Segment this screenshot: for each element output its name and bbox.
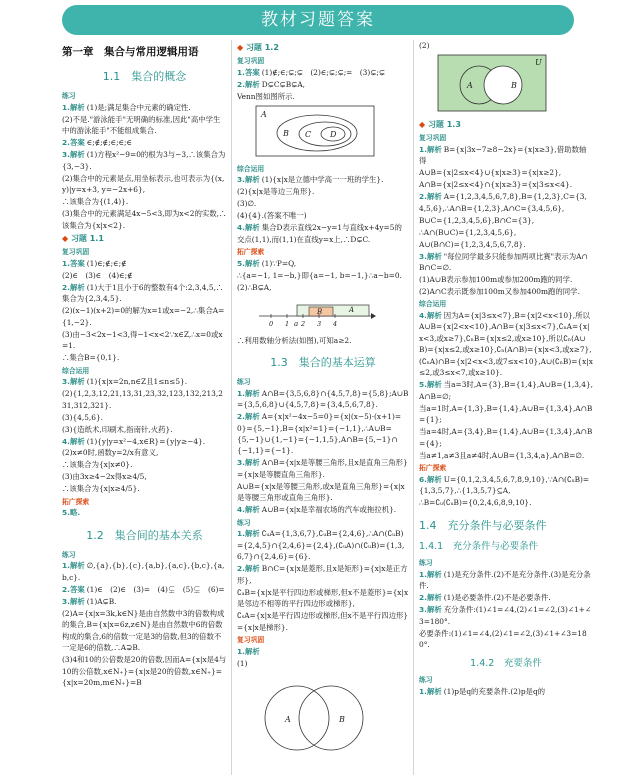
subsection-heading: 1.4.1 充分条件与必要条件 — [419, 540, 539, 552]
answer-number: 3.解析 — [62, 150, 85, 160]
answer-item — [62, 282, 227, 305]
venn-diagram-ab — [255, 672, 373, 758]
answer-text: ∁ₛA={x|x是平行四边形或梯形,但x不是平行四边形}={x|x是梯形}. — [237, 611, 409, 632]
answer-text: (2)x≠0时,函数y=2/x有意义, — [62, 448, 159, 458]
answer-item — [62, 149, 227, 172]
answer-item — [62, 270, 227, 281]
answer-text: (1)是充分条件.(2)不是充分条件.(3)是充分条件. — [419, 569, 591, 591]
answer-item — [62, 560, 227, 583]
answer-number: 1.解析 — [237, 529, 260, 539]
answer-text: A∩B={x|x是等腰三角形,且x是直角三角形}={x|x是等腰直角三角形}. — [237, 458, 408, 479]
exercise-label: 拓广探索 — [419, 464, 447, 473]
answer-number: 1.解析 — [237, 388, 260, 398]
venn-label-b: B — [283, 129, 289, 139]
answer-text: (1)A∪B表示参加100m或参加200m跑的同学. — [419, 275, 573, 285]
answer-item — [419, 179, 593, 190]
venn-label-b: B — [339, 714, 345, 724]
answer-item — [62, 471, 227, 482]
answer-text: A∪B={x|x是幸福农场的汽车或拖拉机}. — [261, 505, 397, 515]
answer-text: 因为A={x|3≤x<7},B={x|2<x<10},所以A∪B={x|2<x<10},A∩B={x|3≤x<7},∁ₙA={x|x<3,或x≥7},∁ₙB={x|x≤2,或x≥10},所以∁ₙ(A∪B)={x|x≤2,或x≥10},∁ₙ(A∩B)={x|x<3,或x≥7},(∁ₙA)∩B={x|2<x<3,或7≤x<10},A∪(∁ₙB)={x|x≤2,或3≤x<7,或x≥10}. — [419, 310, 593, 378]
subsection-heading: 1.4.2 充要条件 — [470, 657, 542, 669]
answer-item — [237, 282, 409, 293]
exercise-label: 练习 — [237, 518, 251, 527]
answer-item — [62, 424, 227, 435]
answer-item — [237, 222, 409, 245]
answer-text: (1)大于1且小于6的整数有4个:2,3,4,5,∴集合为{2,3,4,5}. — [62, 282, 224, 304]
answer-number: 5.略. — [62, 508, 81, 518]
answer-text: 充分条件:(1)∠1=∠4,(2)∠1=∠2,(3)∠1+∠3=180°. — [419, 605, 592, 626]
answer-item — [237, 79, 409, 90]
answer-item — [62, 376, 227, 387]
answer-item — [62, 608, 227, 654]
answer-text: (2){x|x是等边三角形}. — [237, 187, 315, 197]
exercise-label: 复习巩固 — [237, 636, 265, 644]
answer-number: 3.解析 — [237, 175, 260, 185]
answer-text: (1){x|x是立德中学高一一班的学生}. — [261, 175, 384, 185]
answer-text: 当a≠1,a≠3且a≠4时,A∪B={1,3,4,a},A∩B=∅. — [419, 450, 585, 460]
answer-item — [62, 483, 227, 494]
axis-tick-label: 1 — [285, 320, 290, 329]
answer-text: 当a=1时,A={1,3},B={1,4},A∪B={1,3,4},A∩B={1}; — [419, 403, 593, 425]
answer-text: (1)是;满足集合中元素的确定性. — [86, 102, 191, 112]
answer-item — [419, 426, 593, 449]
answer-text: (1)A⊊B. — [86, 596, 117, 606]
answer-item — [237, 457, 409, 480]
answer-text: A={x|x²−4x−5=0}={x|(x−5)·(x+1)=0}={5,−1},B={x|x²=1}={−1,1},∴A∪B={5,−1}∪{1,−1}={−1,1,5},A∩B={5,−1}∩{−1,1}={−1}. — [237, 412, 402, 456]
answer-item — [237, 91, 409, 102]
exercise-label: 练习 — [62, 92, 76, 101]
venn-figure-wrap — [255, 672, 409, 761]
answer-text: (3)集合中的元素满足4x−5<3,即为x<2的实数,∴该集合为{x|x<2}. — [62, 209, 227, 230]
answer-text: (4){4}.(答案不唯一) — [237, 211, 307, 221]
venn-figure-wrap — [437, 54, 593, 115]
answer-text: ∁ₐB={x|x是平行四边形或梯形,但x不是菱形}={x|x是邻边不相等的平行四边形或梯形}, — [237, 587, 409, 609]
answer-text: (2)∴B⊊A, — [237, 282, 272, 292]
answer-item — [237, 658, 409, 669]
answer-text: ∅,{a},{b},{c},{a,b},{a,c},{b,c},{a,b,c}. — [62, 561, 225, 582]
answer-item — [419, 497, 593, 508]
page-banner-title: 教材习题答案 — [62, 5, 574, 35]
left-column — [62, 40, 227, 776]
answer-number: 6.解析 — [419, 474, 442, 484]
answer-number: 5.解析 — [237, 258, 260, 268]
exercise-label: 练习 — [62, 550, 76, 559]
answer-text: (1)是必要条件.(2)不是必要条件. — [443, 593, 551, 603]
right-column — [419, 40, 593, 776]
answer-number: 2.答案 — [62, 584, 85, 594]
exercise-label: 练习 — [419, 559, 433, 568]
answer-text: A∪(B∩C)={1,2,3,4,5,6,7,8}. — [419, 239, 526, 249]
answer-item — [419, 569, 593, 592]
answer-text: ∴该集合为{(1,4)}. — [62, 197, 129, 207]
answer-item — [419, 310, 593, 379]
answer-item — [419, 686, 593, 697]
answer-item — [237, 198, 409, 209]
answer-item — [62, 173, 227, 196]
answer-number: 1.解析 — [419, 686, 442, 696]
axis-label-a: A — [349, 306, 355, 315]
answer-item — [62, 654, 227, 688]
answer-number: 1.答案 — [237, 67, 260, 77]
answer-number: 4.解析 — [62, 436, 85, 446]
answer-item — [62, 114, 227, 137]
venn-circle-b — [299, 686, 363, 750]
answer-text: "每位同学最多只能参加两项比赛"表示为A∩B∩C=∅. — [419, 251, 588, 273]
venn-label-d: D — [330, 130, 337, 140]
answer-item — [237, 186, 409, 197]
exercise-label: 复习巩固 — [419, 134, 447, 143]
answer-text: (2)集合中的元素是点,用坐标表示,也可表示为{(x,y)|y=x+3, y=−2x+6}, — [62, 173, 225, 195]
answer-number: 2.解析 — [419, 192, 442, 202]
section-heading: 1.2 集合间的基本关系 — [86, 528, 203, 542]
answer-number: 1.解析 — [62, 102, 85, 112]
venn-label-a: A — [261, 110, 267, 120]
answer-item — [237, 258, 409, 269]
answer-text: B∩C={x|x是菱形,且x是矩形}={x|x是正方形}, — [237, 564, 408, 585]
answer-item — [237, 335, 409, 346]
answer-item — [419, 628, 593, 651]
answer-item — [237, 210, 409, 221]
exercise-label: 综合运用 — [62, 366, 90, 375]
answer-text: ∴{a=−1, 1=−b,}即{a=−1, b=−1,}∴a−b=0. — [237, 270, 402, 280]
answer-text: ∴B=∁ᵤ(∁ᵤB)={0,2,4,6,8,9,10}. — [419, 498, 532, 508]
number-line-arrow — [371, 313, 376, 319]
answer-number: 2.解析 — [237, 79, 260, 89]
answer-item — [419, 592, 593, 603]
answer-item — [62, 258, 227, 269]
venn-label-a: A — [285, 714, 291, 724]
answer-item — [419, 144, 593, 167]
answer-number: 2.解析 — [419, 593, 442, 603]
exercise-label: 综合运用 — [419, 300, 447, 309]
middle-column — [237, 40, 409, 776]
number-line-figure-wrap — [257, 296, 409, 331]
exercise-label: 复习巩固 — [237, 57, 265, 66]
answer-item — [237, 481, 409, 504]
answer-text: (3)由3x≥4−2x得x≥4/5, — [62, 472, 147, 482]
answer-number: 1.解析 — [419, 569, 442, 579]
section-heading: 1.3 集合的基本运算 — [270, 356, 376, 370]
column-divider — [413, 40, 414, 775]
answer-text: (2)A={x|x=3k,k∈N}是由自然数中3的倍数构成的集合,B={x|x=6z,z∈N}是由自然数中6的倍数构成的集合,6的倍数一定是3的倍数,但3的倍数不一定是6的倍数,∴A⊋B. — [62, 608, 225, 653]
answer-item — [237, 563, 409, 586]
answer-item — [62, 584, 227, 595]
answer-item — [62, 388, 227, 411]
venn-label-c: C — [305, 130, 312, 140]
answer-text: (2)A∩C表示既参加100m又参加400m跑的同学. — [419, 286, 580, 296]
section-heading: 1.4 充分条件与必要条件 — [419, 518, 547, 532]
answer-item — [62, 305, 227, 328]
answer-text: (1)方程x²−9=0的根为3与−3,∴该集合为{3,−3}. — [62, 150, 226, 171]
answer-number: 2.解析 — [237, 564, 260, 574]
answer-item — [419, 191, 593, 214]
answer-item — [237, 504, 409, 515]
answer-text: (1)∵P=Q, — [261, 258, 297, 268]
answer-text: (2) — [419, 41, 430, 50]
answer-text: A={1,2,3,4,5,6,7,8},B={1,2,3},C={3,4,5,6},∴A∩B={1,2,3},A∩C={3,4,5,6}, — [419, 192, 587, 213]
answer-text: (3)由−3<2x−1<3,得−1<x<2∵x∈Z,∴x=0或x=1. — [62, 329, 223, 351]
answer-text: (2){1,2,3,12,21,13,31,23,32,123,132,213,231,312,321}. — [62, 389, 223, 410]
answer-number: 2.解析 — [237, 412, 260, 422]
answer-text: (2)(x−1)(x+2)=0的解为x=1或x=−2,∴集合A={1,−2}. — [62, 306, 225, 327]
answer-text: ∈;∉;∉;∈;∈;∈ — [86, 138, 133, 148]
answer-text: ∁ᵤA={1,3,6,7},∁ᵤB={2,4,6},∴A∩(∁ᵤB)={2,4,5}∩{2,4,6}={2,4},(∁ᵤA)∩(∁ᵤB)={1,3,6,7}∩{2,4,6}={6}. — [237, 529, 405, 562]
answer-text: (1)p是q的充要条件.(2)p是q的 — [443, 686, 546, 696]
answer-text: A∩B={x|2≤x<4}∩{x|x≥3}={x|3≤x<4}. — [419, 180, 573, 190]
answer-item — [419, 167, 593, 178]
answer-item — [62, 447, 227, 458]
answer-item — [237, 270, 409, 281]
venn-diagram-abcd — [255, 105, 375, 157]
answer-text: ∴利用数轴分析法(如图),可知a≥2. — [237, 335, 352, 345]
answer-item — [419, 227, 593, 238]
answer-text: A∪B={x|2≤x<4}∪{x|x≥3}={x|x≥2}, — [419, 168, 562, 178]
answer-item — [237, 388, 409, 411]
answer-item — [62, 208, 227, 231]
answer-text: (3){4,5,6}. — [62, 412, 104, 422]
homework-heading — [62, 233, 227, 245]
axis-label-b: B — [317, 308, 323, 317]
diamond-icon: ◆ — [62, 234, 71, 243]
homework-heading-text: 习题 1.1 — [70, 234, 104, 243]
answer-text: D⊊C⊊B⊊A, — [261, 79, 306, 89]
diamond-icon: ◆ — [419, 119, 428, 129]
answer-number: 1.解析 — [419, 144, 442, 154]
answer-text: 当a=3时,A={3},B={1,4},A∪B={1,3,4},A∩B=∅; — [419, 380, 593, 401]
answer-item — [62, 507, 227, 518]
venn-diagram-complement — [437, 54, 547, 112]
answer-number: 2.解析 — [62, 282, 85, 292]
answer-number: 4.解析 — [237, 505, 260, 515]
section-heading: 1.1 集合的概念 — [102, 70, 187, 84]
answer-number: 2.答案 — [62, 138, 85, 148]
answer-item — [62, 329, 227, 352]
answer-text: A∪B={x|x是等腰三角形,或x是直角三角形}={x|x是等腰三角形或直角三角形}. — [237, 481, 405, 503]
answer-number: 1.解析 — [237, 646, 260, 656]
exercise-label: 练习 — [419, 676, 433, 685]
answer-text: (1)∈ (2)∈ (3)= (4)⊊ (5)⊊ (6)= — [86, 584, 225, 594]
answer-item — [419, 215, 593, 226]
exercise-label: 拓广探索 — [62, 497, 90, 506]
exercise-label: 拓广探索 — [237, 248, 265, 257]
venn-label-b: B — [511, 81, 517, 91]
answer-number: 3.解析 — [419, 605, 442, 615]
answer-item — [419, 604, 593, 627]
axis-label-a-value: a — [294, 320, 299, 329]
answer-text: 必要条件:(1)∠1=∠4,(2)∠1=∠2,(3)∠1+∠3=180°. — [419, 628, 587, 650]
answer-text: (1){x|x=2n,n∈Z且1≤n≤5}. — [86, 377, 188, 387]
answer-text: (3){造纸术,印刷术,指南针,火药}. — [62, 424, 173, 434]
answer-text: ∴该集合为{x|x≠0}. — [62, 460, 133, 470]
answer-number: 3.解析 — [237, 458, 260, 468]
axis-tick-label: 0 — [269, 320, 274, 329]
column-divider — [231, 40, 232, 775]
answer-text: U={0,1,2,3,4,5,6,7,8,9,10},∵A∩(∁ᵤB)={1,3,5,7},∴{1,3,5,7}⊆A, — [419, 474, 590, 496]
answer-text: (1){y|y=x²−4,x∈R}={y|y≥−4}. — [86, 436, 206, 446]
homework-heading-text: 习题 1.3 — [427, 119, 461, 129]
answer-item — [419, 251, 593, 274]
answer-number: 3.解析 — [419, 251, 442, 261]
answer-item — [419, 286, 593, 297]
answer-item — [62, 196, 227, 207]
answer-text: (3)∅. — [237, 199, 257, 209]
exercise-label: 复习巩固 — [62, 248, 90, 257]
answer-item — [62, 459, 227, 470]
answer-text: ∴集合B={0,1}. — [62, 353, 120, 363]
answer-text: ∴该集合为{x|x≥4/5}. — [62, 484, 140, 494]
exercise-label: 练习 — [237, 378, 251, 387]
axis-tick-label: 3 — [317, 320, 322, 329]
homework-heading — [419, 119, 593, 131]
answer-item — [237, 646, 409, 657]
chapter-title: 第一章 集合与常用逻辑用语 — [62, 46, 199, 58]
answer-text: 当a=4时,A={3,4},B={1,4},A∪B={1,3,4},A∩B={4}; — [419, 427, 593, 448]
answer-item — [237, 67, 409, 78]
answer-item — [237, 411, 409, 457]
answer-number: 3.解析 — [62, 377, 85, 387]
answer-text: (1) — [237, 658, 248, 668]
answer-text: 集合D表示直线2x−y=1与直线x+4y=5的交点(1,1),而(1,1)在直线y=x上,∴D⊊C. — [237, 223, 402, 244]
diamond-icon: ◆ — [237, 43, 246, 52]
answer-number: 1.答案 — [62, 258, 85, 268]
answer-text: B={x|3x−7≥8−2x}={x|x≥3},借助数轴得 — [419, 144, 587, 166]
answer-item — [419, 474, 593, 497]
answer-number: 5.解析 — [419, 380, 442, 390]
answer-text: (1)∈;∉;∈;∉ — [86, 258, 127, 268]
axis-tick-label: 4 — [333, 320, 338, 329]
answer-number: 1.解析 — [62, 561, 85, 571]
answer-text: B∪C={1,2,3,4,5,6},B∩C={3}, — [419, 215, 535, 225]
answer-item — [419, 40, 593, 51]
venn-label-u: U — [535, 58, 542, 68]
answer-item — [419, 274, 593, 285]
exercise-label: 综合运用 — [237, 164, 265, 173]
answer-item — [62, 596, 227, 607]
answer-item — [62, 137, 227, 148]
answer-text: (3)4和10的公倍数是20的倍数,因而A={x|x是4与10的公倍数,x∈N₊}={x|x是20的倍数,x∈N₊}={x|x=20m,m∈N₊}=B — [62, 655, 227, 688]
number-line-figure — [257, 296, 377, 328]
answer-item — [62, 102, 227, 113]
answer-item — [237, 610, 409, 633]
answer-item — [62, 436, 227, 447]
venn-figure-wrap — [255, 105, 409, 160]
venn-circle-a — [265, 686, 329, 750]
answer-number: 3.解析 — [62, 596, 85, 606]
answer-item — [237, 528, 409, 562]
answer-text: (2)∈ (3)∈ (4)∈;∉ — [62, 270, 133, 280]
answer-item — [419, 450, 593, 461]
venn-outer-rect — [256, 106, 374, 156]
axis-tick-label: 2 — [301, 320, 306, 329]
answer-item — [62, 412, 227, 423]
answer-text: (2)不是."游泳能手"无明确的标准,因此"高中学生中的游泳能手"不能组成集合. — [62, 114, 221, 136]
homework-heading — [237, 42, 409, 54]
answer-item — [419, 403, 593, 426]
answer-item — [237, 587, 409, 610]
answer-text: A∩B={3,5,6,8}∩{4,5,7,8}={5,8};A∪B={3,5,6,8}∪{4,5,7,8}={3,4,5,6,7,8}. — [237, 388, 409, 410]
answer-number: 4.解析 — [419, 310, 442, 320]
answer-item — [62, 352, 227, 363]
answer-text: ∴A∩(B∪C)={1,2,3,4,5,6}, — [419, 227, 517, 237]
venn-label-a: A — [467, 81, 473, 91]
answer-item — [419, 239, 593, 250]
answer-item — [237, 174, 409, 185]
answer-text: Venn图如图所示. — [237, 91, 295, 101]
homework-heading-text: 习题 1.2 — [245, 43, 279, 52]
answer-text: (1)∉;∈;⊊;⊊ (2)∈;⊊;⊊;= (3)⊊;⊊ — [261, 67, 386, 77]
answer-number: 4.解析 — [237, 223, 260, 233]
answer-item — [419, 379, 593, 402]
